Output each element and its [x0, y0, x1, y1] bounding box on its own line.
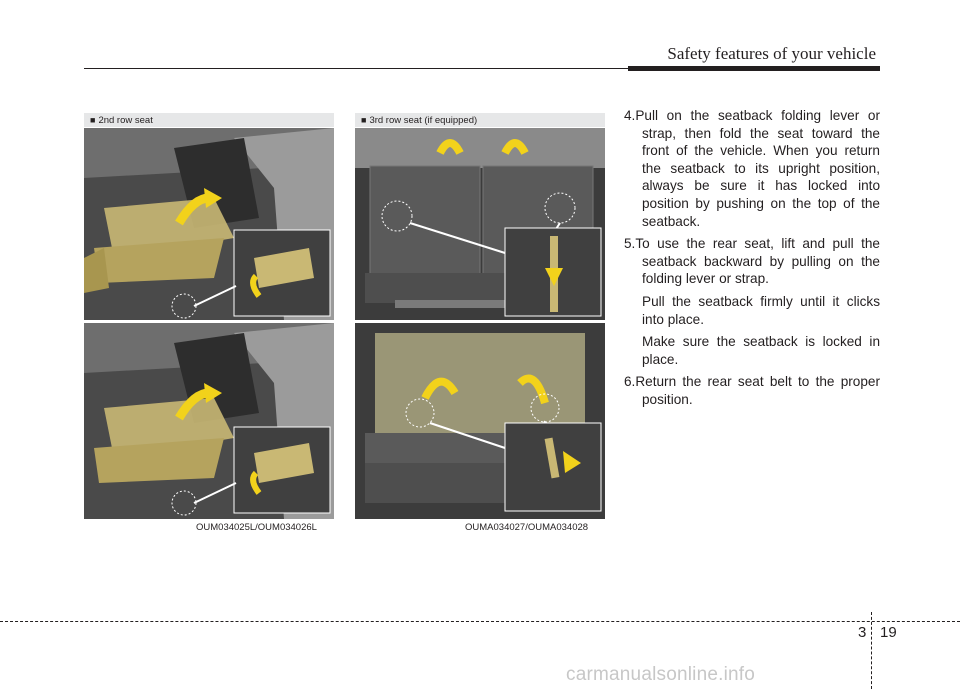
caption-3rd-row-text: 3rd row seat (if equipped): [369, 115, 478, 126]
header-rule-thick: [628, 66, 880, 71]
figure-2nd-row-return: [84, 323, 334, 519]
step-5: [624, 235, 880, 288]
step-5-note-2: Make sure the seatback is locked in place.: [642, 334, 880, 367]
step-4: [624, 107, 880, 230]
step-5-note-1: Pull the seatback firmly until it clicks into place.: [642, 293, 880, 327]
figure-3rd-row-fold: [355, 128, 605, 320]
step-6: [624, 373, 880, 408]
caption-2nd-row: [84, 113, 334, 127]
watermark: carmanualsonline.info: [566, 664, 756, 685]
square-bullet-icon: ■: [90, 115, 96, 125]
square-bullet-icon: ■: [361, 115, 367, 125]
page-number: 19: [880, 624, 897, 641]
instruction-steps: [624, 107, 880, 409]
section-title: Safety features of your vehicle: [667, 44, 876, 63]
figure-2nd-row-fold: [84, 128, 334, 320]
step-number: 6.: [624, 374, 636, 390]
footer-divider: [871, 612, 872, 689]
step-number: 5.: [624, 236, 636, 252]
footer-rule: [0, 621, 960, 622]
step-number: 4.: [624, 108, 636, 123]
caption-2nd-row-text: 2nd row seat: [98, 115, 153, 126]
figure-3rd-row-return: [355, 323, 605, 519]
step-text: To use the rear seat, lift and pull the seatback backward by pulling on the folding lever or strap.: [635, 236, 880, 287]
step-text: Pull on the seatback folding lever or strap, then fold the seat toward the front of the vehicle. When you return the seatback to its upright position, always be sure it has locked into position by pushing on the top of the seatback.: [635, 108, 880, 229]
figure-code-left: OUM034025L/OUM034026L: [196, 522, 317, 533]
step-text: Return the rear seat belt to the proper position.: [635, 374, 880, 407]
figure-code-right: OUMA034027/OUMA034028: [465, 522, 589, 533]
caption-3rd-row: [355, 113, 605, 127]
chapter-number: 3: [858, 624, 867, 641]
